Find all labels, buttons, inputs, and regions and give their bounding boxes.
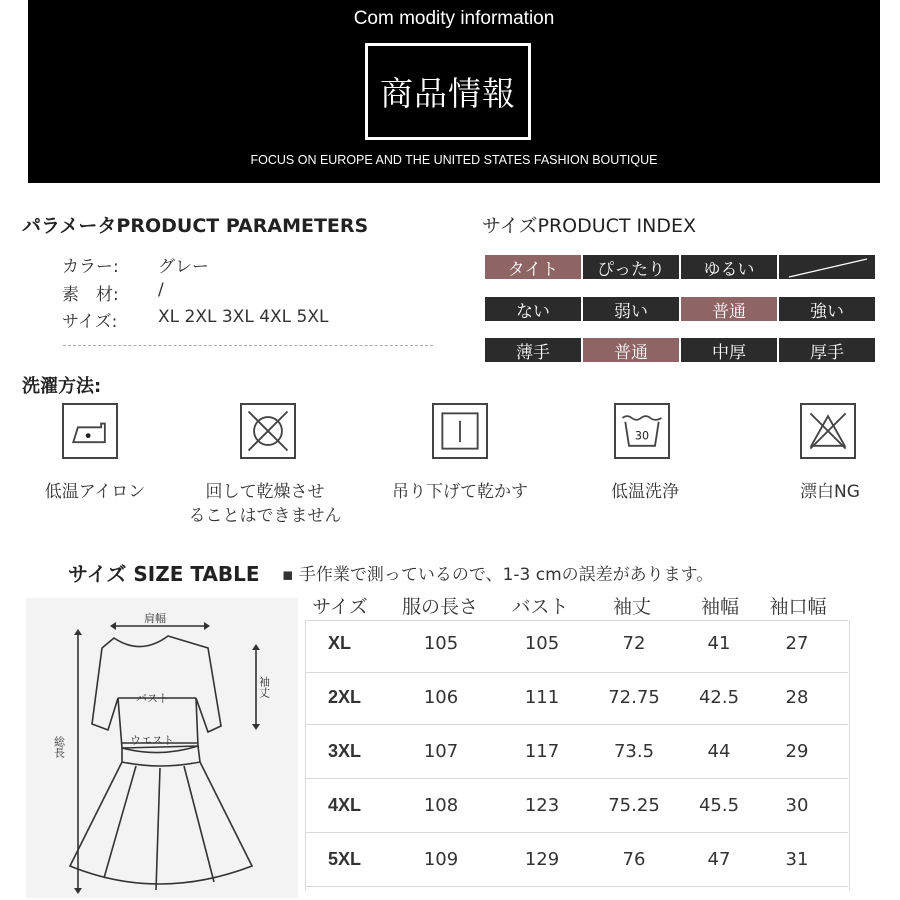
row-line bbox=[305, 832, 848, 833]
cell-cuff-width: 30 bbox=[785, 795, 809, 816]
col-header-size: サイズ bbox=[312, 596, 368, 618]
wash-temp-label: 30 bbox=[634, 429, 650, 443]
row-line bbox=[305, 620, 848, 621]
cell-length: 108 bbox=[423, 795, 459, 816]
diagram-label-sleeve: 袖丈 bbox=[257, 676, 271, 698]
size-index-cell: 薄手 bbox=[485, 338, 581, 362]
cell-bust: 105 bbox=[524, 633, 560, 654]
diagram-label-shoulder: 肩幅 bbox=[144, 612, 166, 625]
row-line bbox=[305, 886, 848, 887]
parameters-heading: パラメータPRODUCT PARAMETERS bbox=[22, 215, 369, 237]
row-line bbox=[305, 778, 848, 779]
size-index-grid bbox=[485, 255, 875, 365]
no-tumble-dry-icon bbox=[240, 403, 296, 459]
size-index-cell bbox=[779, 255, 875, 279]
care-label-no-tumble-line1: 回して乾燥させ bbox=[205, 482, 325, 502]
size-index-cell: 普通 bbox=[681, 297, 777, 321]
size-table-note: ▪ 手作業で測っているので、1-3 cmの誤差があります。 bbox=[282, 565, 714, 585]
cell-sleeve-length: 72 bbox=[622, 633, 646, 654]
param-label-size: サイズ: bbox=[62, 312, 118, 332]
cell-sleeve-width: 41 bbox=[707, 633, 731, 654]
cell-size: XL bbox=[328, 633, 352, 653]
dress-diagram bbox=[26, 598, 298, 898]
low-iron-icon bbox=[62, 403, 118, 459]
cell-length: 109 bbox=[423, 849, 459, 870]
no-bleach-icon bbox=[800, 403, 856, 459]
cell-cuff-width: 27 bbox=[785, 633, 809, 654]
size-index-cell: タイト bbox=[485, 255, 581, 279]
diagram-label-bust: バスト bbox=[136, 692, 169, 705]
cell-size: 5XL bbox=[328, 849, 362, 869]
col-header-bust: バスト bbox=[511, 596, 569, 618]
cell-sleeve-width: 42.5 bbox=[698, 687, 740, 708]
cell-sleeve-length: 75.25 bbox=[608, 795, 660, 816]
cell-cuff-width: 28 bbox=[785, 687, 809, 708]
size-index-cell: 中厚 bbox=[681, 338, 777, 362]
wash-30-icon bbox=[614, 403, 670, 459]
cell-length: 107 bbox=[423, 741, 459, 762]
banner-subtitle: Com modity information bbox=[353, 8, 555, 29]
param-value-color: グレー bbox=[158, 257, 209, 277]
divider bbox=[63, 345, 433, 346]
header-banner bbox=[28, 0, 880, 183]
cell-sleeve-width: 44 bbox=[707, 741, 731, 762]
care-label-low-iron: 低温アイロン bbox=[44, 482, 146, 502]
col-header-cuff-width: 袖口幅 bbox=[769, 596, 827, 618]
cell-bust: 129 bbox=[524, 849, 560, 870]
cell-size: 4XL bbox=[328, 795, 362, 815]
size-index-heading: サイズPRODUCT INDEX bbox=[482, 215, 697, 237]
cell-sleeve-width: 47 bbox=[707, 849, 731, 870]
col-header-length: 服の長さ bbox=[401, 596, 478, 618]
cell-bust: 123 bbox=[524, 795, 560, 816]
care-label-line-dry: 吊り下げて乾かす bbox=[392, 482, 528, 502]
cell-bust: 117 bbox=[524, 741, 560, 762]
size-index-cell: 弱い bbox=[583, 297, 679, 321]
size-index-cell: ゆるい bbox=[681, 255, 777, 279]
row-line bbox=[305, 724, 848, 725]
care-heading: 洗濯方法: bbox=[22, 376, 102, 397]
diagram-label-waist: ウエスト bbox=[130, 734, 174, 747]
banner-title: 商品情報 bbox=[365, 43, 531, 140]
size-index-cell: 厚手 bbox=[779, 338, 875, 362]
cell-size: 2XL bbox=[328, 687, 362, 707]
size-index-cell: ない bbox=[485, 297, 581, 321]
cell-sleeve-length: 73.5 bbox=[613, 741, 655, 762]
param-value-material: / bbox=[158, 280, 164, 300]
line-dry-icon bbox=[432, 403, 488, 459]
param-label-color: カラー: bbox=[62, 257, 119, 277]
diagram-label-length: 総長 bbox=[52, 736, 66, 758]
cell-cuff-width: 29 bbox=[785, 741, 809, 762]
care-label-no-tumble-line2: ることはできません bbox=[188, 506, 342, 526]
size-index-cell: 強い bbox=[779, 297, 875, 321]
cell-length: 105 bbox=[423, 633, 459, 654]
cell-sleeve-width: 45.5 bbox=[698, 795, 740, 816]
care-label-no-bleach: 漂白NG bbox=[800, 482, 860, 502]
param-label-material: 素 材: bbox=[62, 285, 119, 305]
cell-cuff-width: 31 bbox=[785, 849, 809, 870]
size-index-cell: ぴったり bbox=[583, 255, 679, 279]
banner-tagline: FOCUS ON EUROPE AND THE UNITED STATES FASHION BOUTIQUE bbox=[250, 153, 658, 167]
care-label-wash-30: 低温洗浄 bbox=[611, 482, 679, 502]
cell-bust: 111 bbox=[524, 687, 560, 708]
param-value-size: XL 2XL 3XL 4XL 5XL bbox=[158, 307, 329, 327]
row-line bbox=[305, 672, 848, 673]
cell-sleeve-length: 76 bbox=[622, 849, 646, 870]
cell-sleeve-length: 72.75 bbox=[608, 687, 660, 708]
col-header-sleeve-width: 袖幅 bbox=[700, 596, 739, 618]
size-index-cell: 普通 bbox=[583, 338, 679, 362]
cell-size: 3XL bbox=[328, 741, 362, 761]
col-header-sleeve-length: 袖丈 bbox=[612, 596, 651, 618]
size-table-heading: サイズ SIZE TABLE bbox=[68, 562, 260, 586]
cell-length: 106 bbox=[423, 687, 459, 708]
